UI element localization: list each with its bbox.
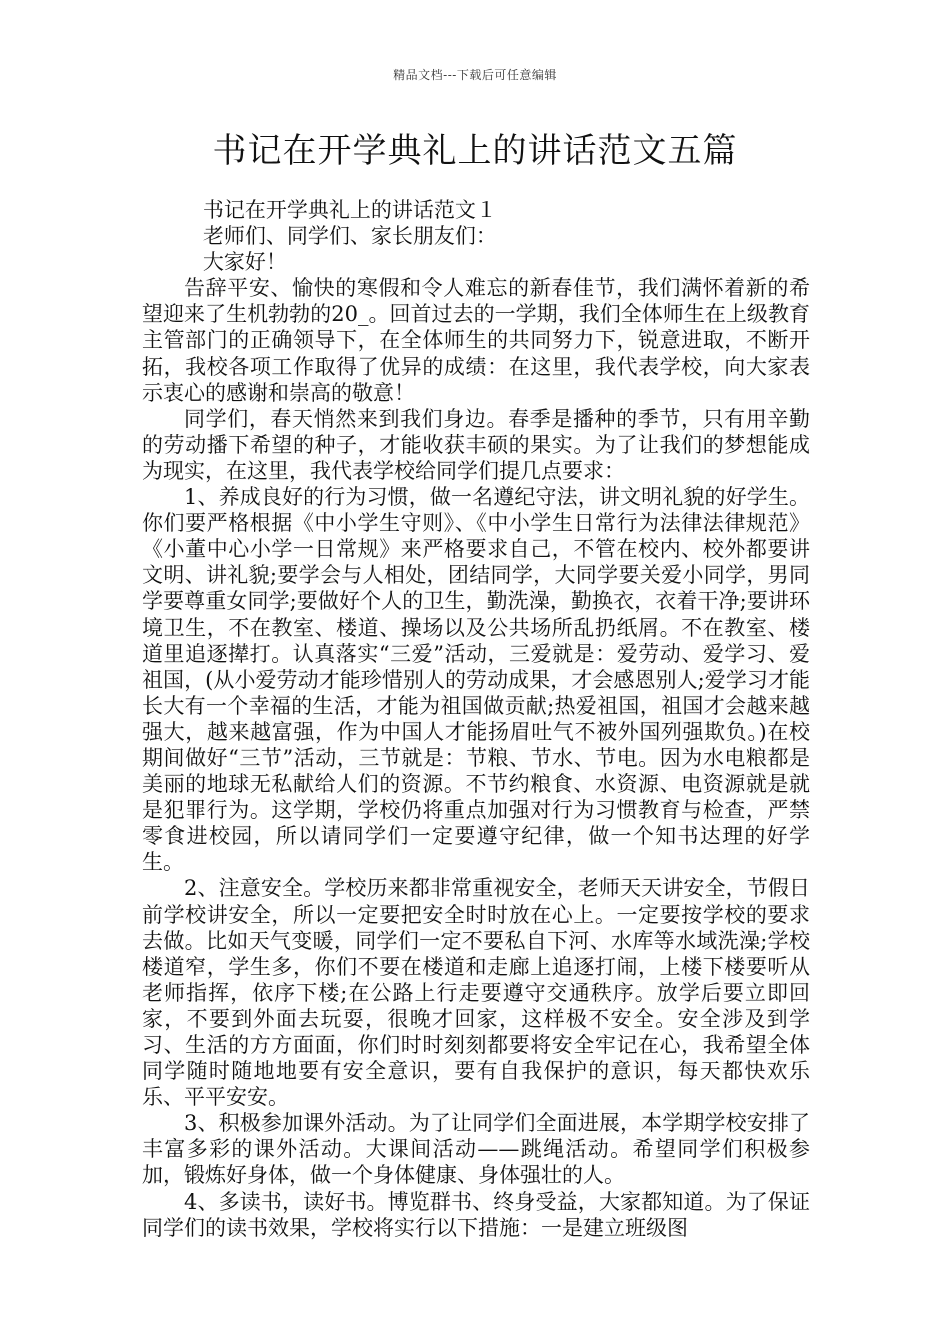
paragraph: 告辞平安、愉快的寒假和令人难忘的新春佳节，我们满怀着新的希望迎来了生机勃勃的20_。回首过去的一学期，我们全体师生在上级教育主管部门的正确领导下，在全体师生的共同努力下，锐意进取，不断开拓，我校各项工作取得了优异的成绩：在这里，我代表学校，向大家表示衷心的感谢和崇高的敬意！ <box>142 276 810 405</box>
salutation: 老师们、同学们、家长朋友们： <box>202 224 497 249</box>
paragraph: 3、积极参加课外活动。为了让同学们全面进展，本学期学校安排了丰富多彩的课外活动。大课间活动——跳绳活动。希望同学们积极参加，锻炼好身体，做一个身体健康、身体强壮的人。 <box>142 1111 810 1188</box>
document-title: 书记在开学典礼上的讲话范文五篇 <box>212 131 738 171</box>
greeting: 大家好！ <box>202 250 287 275</box>
paragraph: 1、养成良好的行为习惯，做一名遵纪守法，讲文明礼貌的好学生。你们要严格根据《中小学生守则》、《中小学生日常行为法律法律规范》《小董中心小学一日常规》来严格要求自己，不管在校内、校外都要讲文明、讲礼貌;要学会与人相处，团结同学，大同学要关爱小同学，男同学要尊重女同学;要做好个人的卫生，勤洗澡，勤换衣，衣着干净;要讲环境卫生，不在教室、楼道、操场以及公共场所乱扔纸屑。不在教室、楼道里追逐撵打。认真落实“三爱”活动，三爱就是：爱劳动、爱学习、爱祖国，(从小爱劳动才能珍惜别人的劳动成果，才会感恩别人;爱学习才能长大有一个幸福的生活，才能为祖国做贡献;热爱祖国，祖国才会越来越强大，越来越富强，作为中国人才能扬眉吐气不被外国列强欺负。)在校期间做好“三节”活动，三节就是：节粮、节水、节电。因为水电粮都是美丽的地球无私献给人们的资源。不节约粮食、水资源、电资源就是就是犯罪行为。这学期，学校仍将重点加强对行为习惯教育与检查，严禁零食进校园，所以请同学们一定要遵守纪律，做一个知书达理的好学生。 <box>142 485 810 875</box>
paragraph: 2、注意安全。学校历来都非常重视安全，老师天天讲安全，节假日前学校讲安全，所以一定要把安全时时放在心上。一定要按学校的要求去做。比如天气变暖，同学们一定不要私自下河、水库等水域洗澡;学校楼道窄，学生多，你们不要在楼道和走廊上追逐打闹，上楼下楼要听从老师指挥，依序下楼;在公路上行走要遵守交通秩序。放学后要立即回家，不要到外面去玩耍，很晚才回家，这样极不安全。安全涉及到学习、生活的方方面面，你们时时刻刻都要将安全牢记在心，我希望全体同学随时随地地要有安全意识，要有自我保护的意识，每天都快欢乐乐、平平安安。 <box>142 876 810 1110</box>
paragraph: 同学们，春天悄然来到我们身边。春季是播种的季节，只有用辛勤的劳动播下希望的种子，才能收获丰硕的果实。为了让我们的梦想能成为现实，在这里，我代表学校给同学们提几点要求： <box>142 406 810 483</box>
section-heading: 书记在开学典礼上的讲话范文１ <box>202 198 497 222</box>
header-note: 精品文档---下载后可任意编辑 <box>393 68 557 82</box>
paragraph: 4、多读书，读好书。博览群书、终身受益，大家都知道。为了保证同学们的读书效果，学校将实行以下措施：一是建立班级图 <box>142 1189 810 1240</box>
document-body <box>142 197 810 1241</box>
